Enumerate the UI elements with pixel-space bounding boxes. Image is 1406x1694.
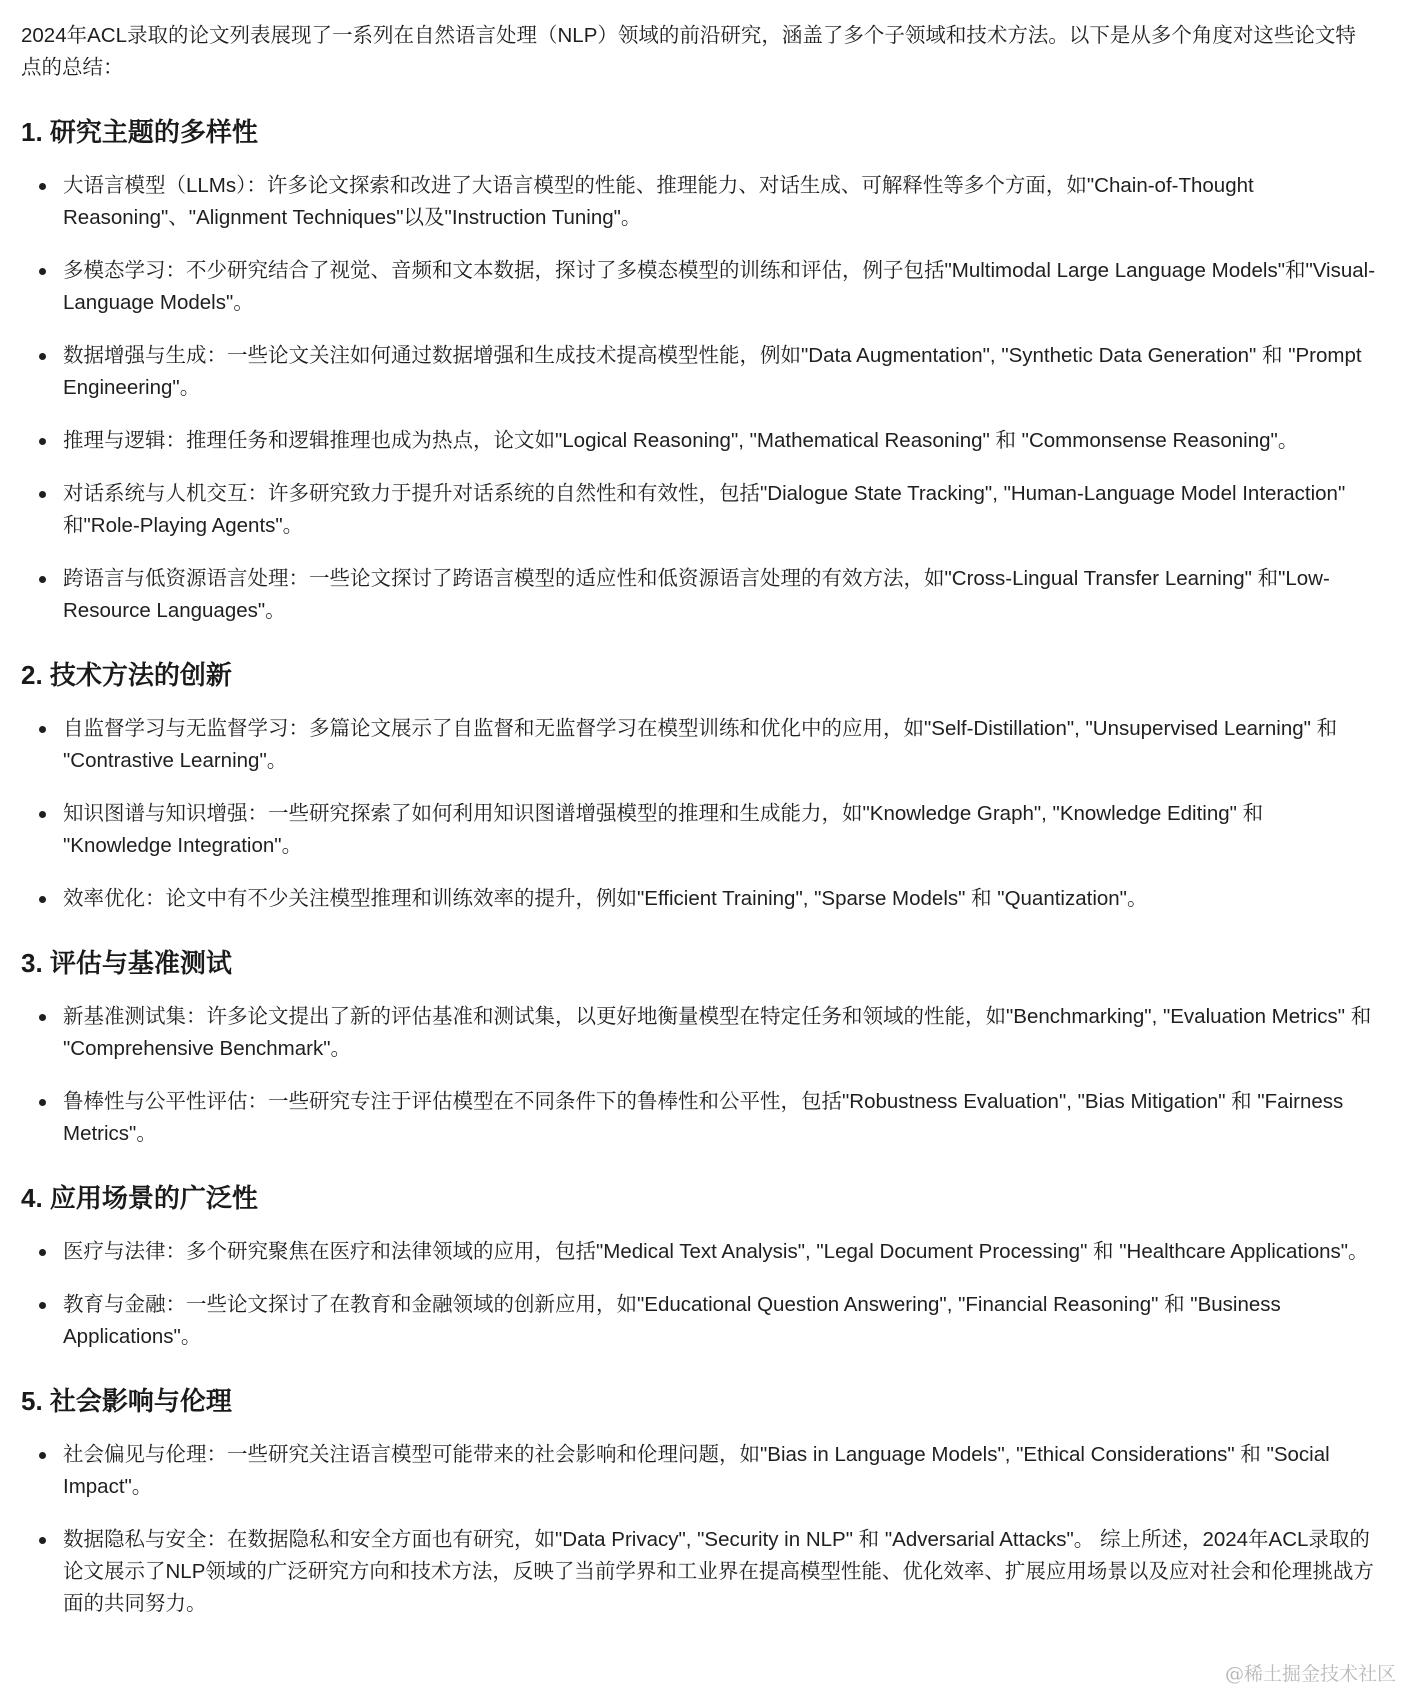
list-item: 鲁棒性与公平性评估：一些研究专注于评估模型在不同条件下的鲁棒性和公平性，包括"Robustness Evaluation", "Bias Mitigation" 和 "Fairness Metrics"。 — [63, 1086, 1376, 1150]
bullet-list — [21, 1236, 1376, 1353]
list-item: 大语言模型（LLMs）：许多论文探索和改进了大语言模型的性能、推理能力、对话生成、可解释性等多个方面，如"Chain-of-Thought Reasoning"、"Alignment Techniques"以及"Instruction Tuning"。 — [63, 170, 1376, 234]
list-item: 效率优化：论文中有不少关注模型推理和训练效率的提升，例如"Efficient Training", "Sparse Models" 和 "Quantization"。 — [63, 883, 1376, 915]
list-item: 推理与逻辑：推理任务和逻辑推理也成为热点，论文如"Logical Reasoning", "Mathematical Reasoning" 和 "Commonsense Reasoning"。 — [63, 425, 1376, 457]
document-body — [21, 20, 1376, 1641]
watermark: @稀土掘金技术社区 — [1224, 1663, 1396, 1685]
list-item: 对话系统与人机交互：许多研究致力于提升对话系统的自然性和有效性，包括"Dialogue State Tracking", "Human-Language Model Interaction" 和"Role-Playing Agents"。 — [63, 478, 1376, 542]
bullet-list — [21, 1439, 1376, 1620]
list-item: 知识图谱与知识增强：一些研究探索了如何利用知识图谱增强模型的推理和生成能力，如"Knowledge Graph", "Knowledge Editing" 和 "Knowledge Integration"。 — [63, 798, 1376, 862]
bullet-list — [21, 1001, 1376, 1150]
section-heading: 5. 社会影响与伦理 — [21, 1386, 232, 1416]
sections-container — [21, 114, 1376, 1620]
bullet-list — [21, 170, 1376, 627]
list-item: 新基准测试集：许多论文提出了新的评估基准和测试集，以更好地衡量模型在特定任务和领域的性能，如"Benchmarking", "Evaluation Metrics" 和 "Comprehensive Benchmark"。 — [63, 1001, 1376, 1065]
list-item: 数据增强与生成：一些论文关注如何通过数据增强和生成技术提高模型性能，例如"Data Augmentation", "Synthetic Data Generation" 和 "Prompt Engineering"。 — [63, 340, 1376, 404]
list-item: 医疗与法律：多个研究聚焦在医疗和法律领域的应用，包括"Medical Text Analysis", "Legal Document Processing" 和 "Healthcare Applications"。 — [63, 1236, 1376, 1268]
list-item: 数据隐私与安全：在数据隐私和安全方面也有研究，如"Data Privacy", "Security in NLP" 和 "Adversarial Attacks"。 综上所述，2024年ACL录取的论文展示了NLP领域的广泛研究方向和技术方法，反映了当前学界和工业界在提高模型性能、优化效率、扩展应用场景以及应对社会和伦理挑战方面的共同努力。 — [63, 1524, 1376, 1620]
list-item: 教育与金融：一些论文探讨了在教育和金融领域的创新应用，如"Educational Question Answering", "Financial Reasoning" 和 "Business Applications"。 — [63, 1289, 1376, 1353]
bullet-list — [21, 713, 1376, 915]
section-heading: 2. 技术方法的创新 — [21, 660, 232, 690]
section-heading: 3. 评估与基准测试 — [21, 948, 232, 978]
list-item: 社会偏见与伦理：一些研究关注语言模型可能带来的社会影响和伦理问题，如"Bias in Language Models", "Ethical Considerations" 和 "Social Impact"。 — [63, 1439, 1376, 1503]
list-item: 自监督学习与无监督学习：多篇论文展示了自监督和无监督学习在模型训练和优化中的应用，如"Self-Distillation", "Unsupervised Learning" 和 "Contrastive Learning"。 — [63, 713, 1376, 777]
intro-paragraph: 2024年ACL录取的论文列表展现了一系列在自然语言处理（NLP）领域的前沿研究，涵盖了多个子领域和技术方法。以下是从多个角度对这些论文特点的总结： — [21, 24, 1356, 79]
list-item: 跨语言与低资源语言处理：一些论文探讨了跨语言模型的适应性和低资源语言处理的有效方法，如"Cross-Lingual Transfer Learning" 和"Low-Resource Languages"。 — [63, 563, 1376, 627]
section-heading: 4. 应用场景的广泛性 — [21, 1183, 258, 1213]
list-item: 多模态学习：不少研究结合了视觉、音频和文本数据，探讨了多模态模型的训练和评估，例子包括"Multimodal Large Language Models"和"Visual-Language Models"。 — [63, 255, 1376, 319]
section-heading: 1. 研究主题的多样性 — [21, 117, 258, 147]
